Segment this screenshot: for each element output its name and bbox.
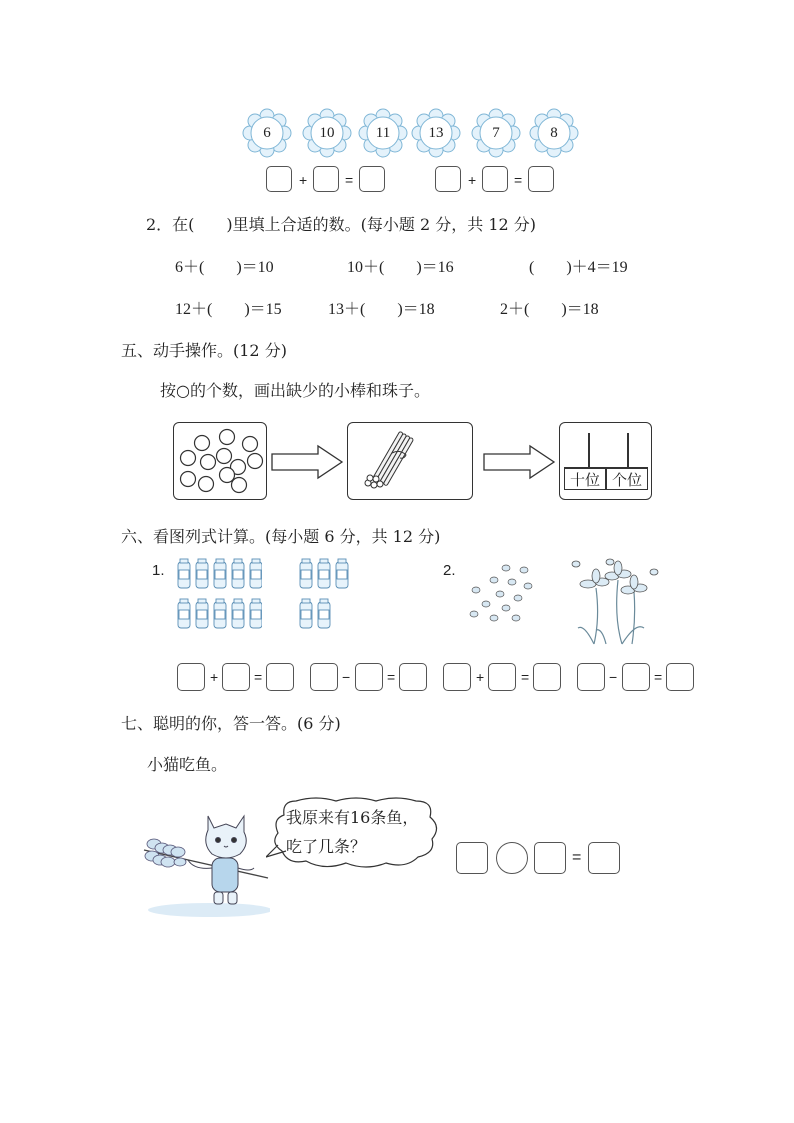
flower-card: [411, 108, 461, 158]
flowers-with-bees-icon: [566, 558, 662, 648]
problem-1-label: 1.: [152, 562, 165, 579]
equals-sign: =: [654, 669, 663, 685]
minus-sign: −: [609, 669, 618, 685]
problem-2-label: 2.: [443, 562, 456, 579]
stick-bundle-icon: [348, 423, 472, 499]
answer-box[interactable]: [488, 663, 516, 691]
tens-rod: [588, 433, 590, 467]
flower-number: 10: [319, 125, 335, 141]
flower-number: 8: [550, 125, 558, 141]
fill-blank-item[interactable]: ( )＋4＝19: [529, 259, 628, 276]
answer-box[interactable]: [177, 663, 205, 691]
equals-sign: =: [254, 669, 263, 685]
equals-sign: =: [387, 669, 396, 685]
sticks-panel: [347, 422, 473, 500]
answer-box[interactable]: [534, 842, 566, 874]
arrow-right-icon: [270, 444, 346, 480]
answer-box[interactable]: [222, 663, 250, 691]
ones-rod: [627, 433, 629, 467]
milk-bottles-icon: [176, 558, 262, 634]
answer-box[interactable]: [588, 842, 620, 874]
arrow-right-icon: [482, 444, 558, 480]
answer-box[interactable]: [266, 663, 294, 691]
plus-sign: +: [299, 172, 308, 188]
flower-card: [471, 108, 521, 158]
fill-blank-item[interactable]: 10＋( )＝16: [347, 259, 454, 276]
fill-blank-item[interactable]: 6＋( )＝10: [175, 259, 274, 276]
cat-with-fish-icon: [140, 810, 270, 920]
flower-number: 11: [375, 125, 391, 141]
answer-box[interactable]: [266, 166, 292, 192]
milk-bottles-icon: [298, 558, 354, 634]
flower-number: 7: [492, 125, 500, 141]
equals-sign: =: [521, 669, 530, 685]
bees-icon: [466, 560, 538, 626]
answer-box[interactable]: [310, 663, 338, 691]
answer-box[interactable]: [456, 842, 488, 874]
answer-box[interactable]: [528, 166, 554, 192]
section-6-title: 六、看图列式计算。(每小题 6 分，共 12 分): [121, 527, 441, 546]
fill-blank-item[interactable]: 12＋( )＝15: [175, 301, 282, 318]
answer-box[interactable]: [443, 663, 471, 691]
equals-sign: =: [345, 172, 354, 188]
place-value-tens: 十位: [564, 468, 606, 490]
answer-box[interactable]: [666, 663, 694, 691]
section-7-title: 七、聪明的你，答一答。(6 分): [121, 714, 341, 733]
flower-card: [242, 108, 292, 158]
flower-card: [529, 108, 579, 158]
answer-box[interactable]: [622, 663, 650, 691]
answer-box[interactable]: [359, 166, 385, 192]
answer-box[interactable]: [435, 166, 461, 192]
place-value-ones: 个位: [606, 468, 648, 490]
fill-blank-item[interactable]: 2＋( )＝18: [500, 301, 599, 318]
answer-box[interactable]: [355, 663, 383, 691]
answer-box[interactable]: [533, 663, 561, 691]
flower-number: 13: [428, 125, 444, 141]
plus-sign: +: [210, 669, 219, 685]
question-2-title: 2．在( )里填上合适的数。(每小题 2 分，共 12 分): [146, 215, 537, 234]
answer-box[interactable]: [577, 663, 605, 691]
circles-icon: [174, 423, 266, 499]
answer-box[interactable]: [399, 663, 427, 691]
plus-sign: +: [468, 172, 477, 188]
flower-number: 6: [263, 125, 271, 141]
answer-box[interactable]: [313, 166, 339, 192]
plus-sign: +: [476, 669, 485, 685]
circles-panel: [173, 422, 267, 500]
equals-sign: =: [572, 849, 582, 866]
speech-line-2: 吃了几条？: [286, 837, 367, 856]
answer-box[interactable]: [482, 166, 508, 192]
fill-blank-item[interactable]: 13＋( )＝18: [328, 301, 435, 318]
flower-card: [358, 108, 408, 158]
section-7-subtitle: 小猫吃鱼。: [147, 755, 228, 774]
operator-circle[interactable]: [496, 842, 528, 874]
section-5-instruction: 按○的个数，画出缺少的小棒和珠子。: [160, 381, 430, 400]
abacus-panel: [559, 422, 652, 500]
minus-sign: −: [342, 669, 351, 685]
speech-line-1: 我原来有16条鱼，: [286, 808, 419, 827]
flower-card: [302, 108, 352, 158]
equals-sign: =: [514, 172, 523, 188]
section-5-title: 五、动手操作。(12 分): [121, 341, 287, 360]
